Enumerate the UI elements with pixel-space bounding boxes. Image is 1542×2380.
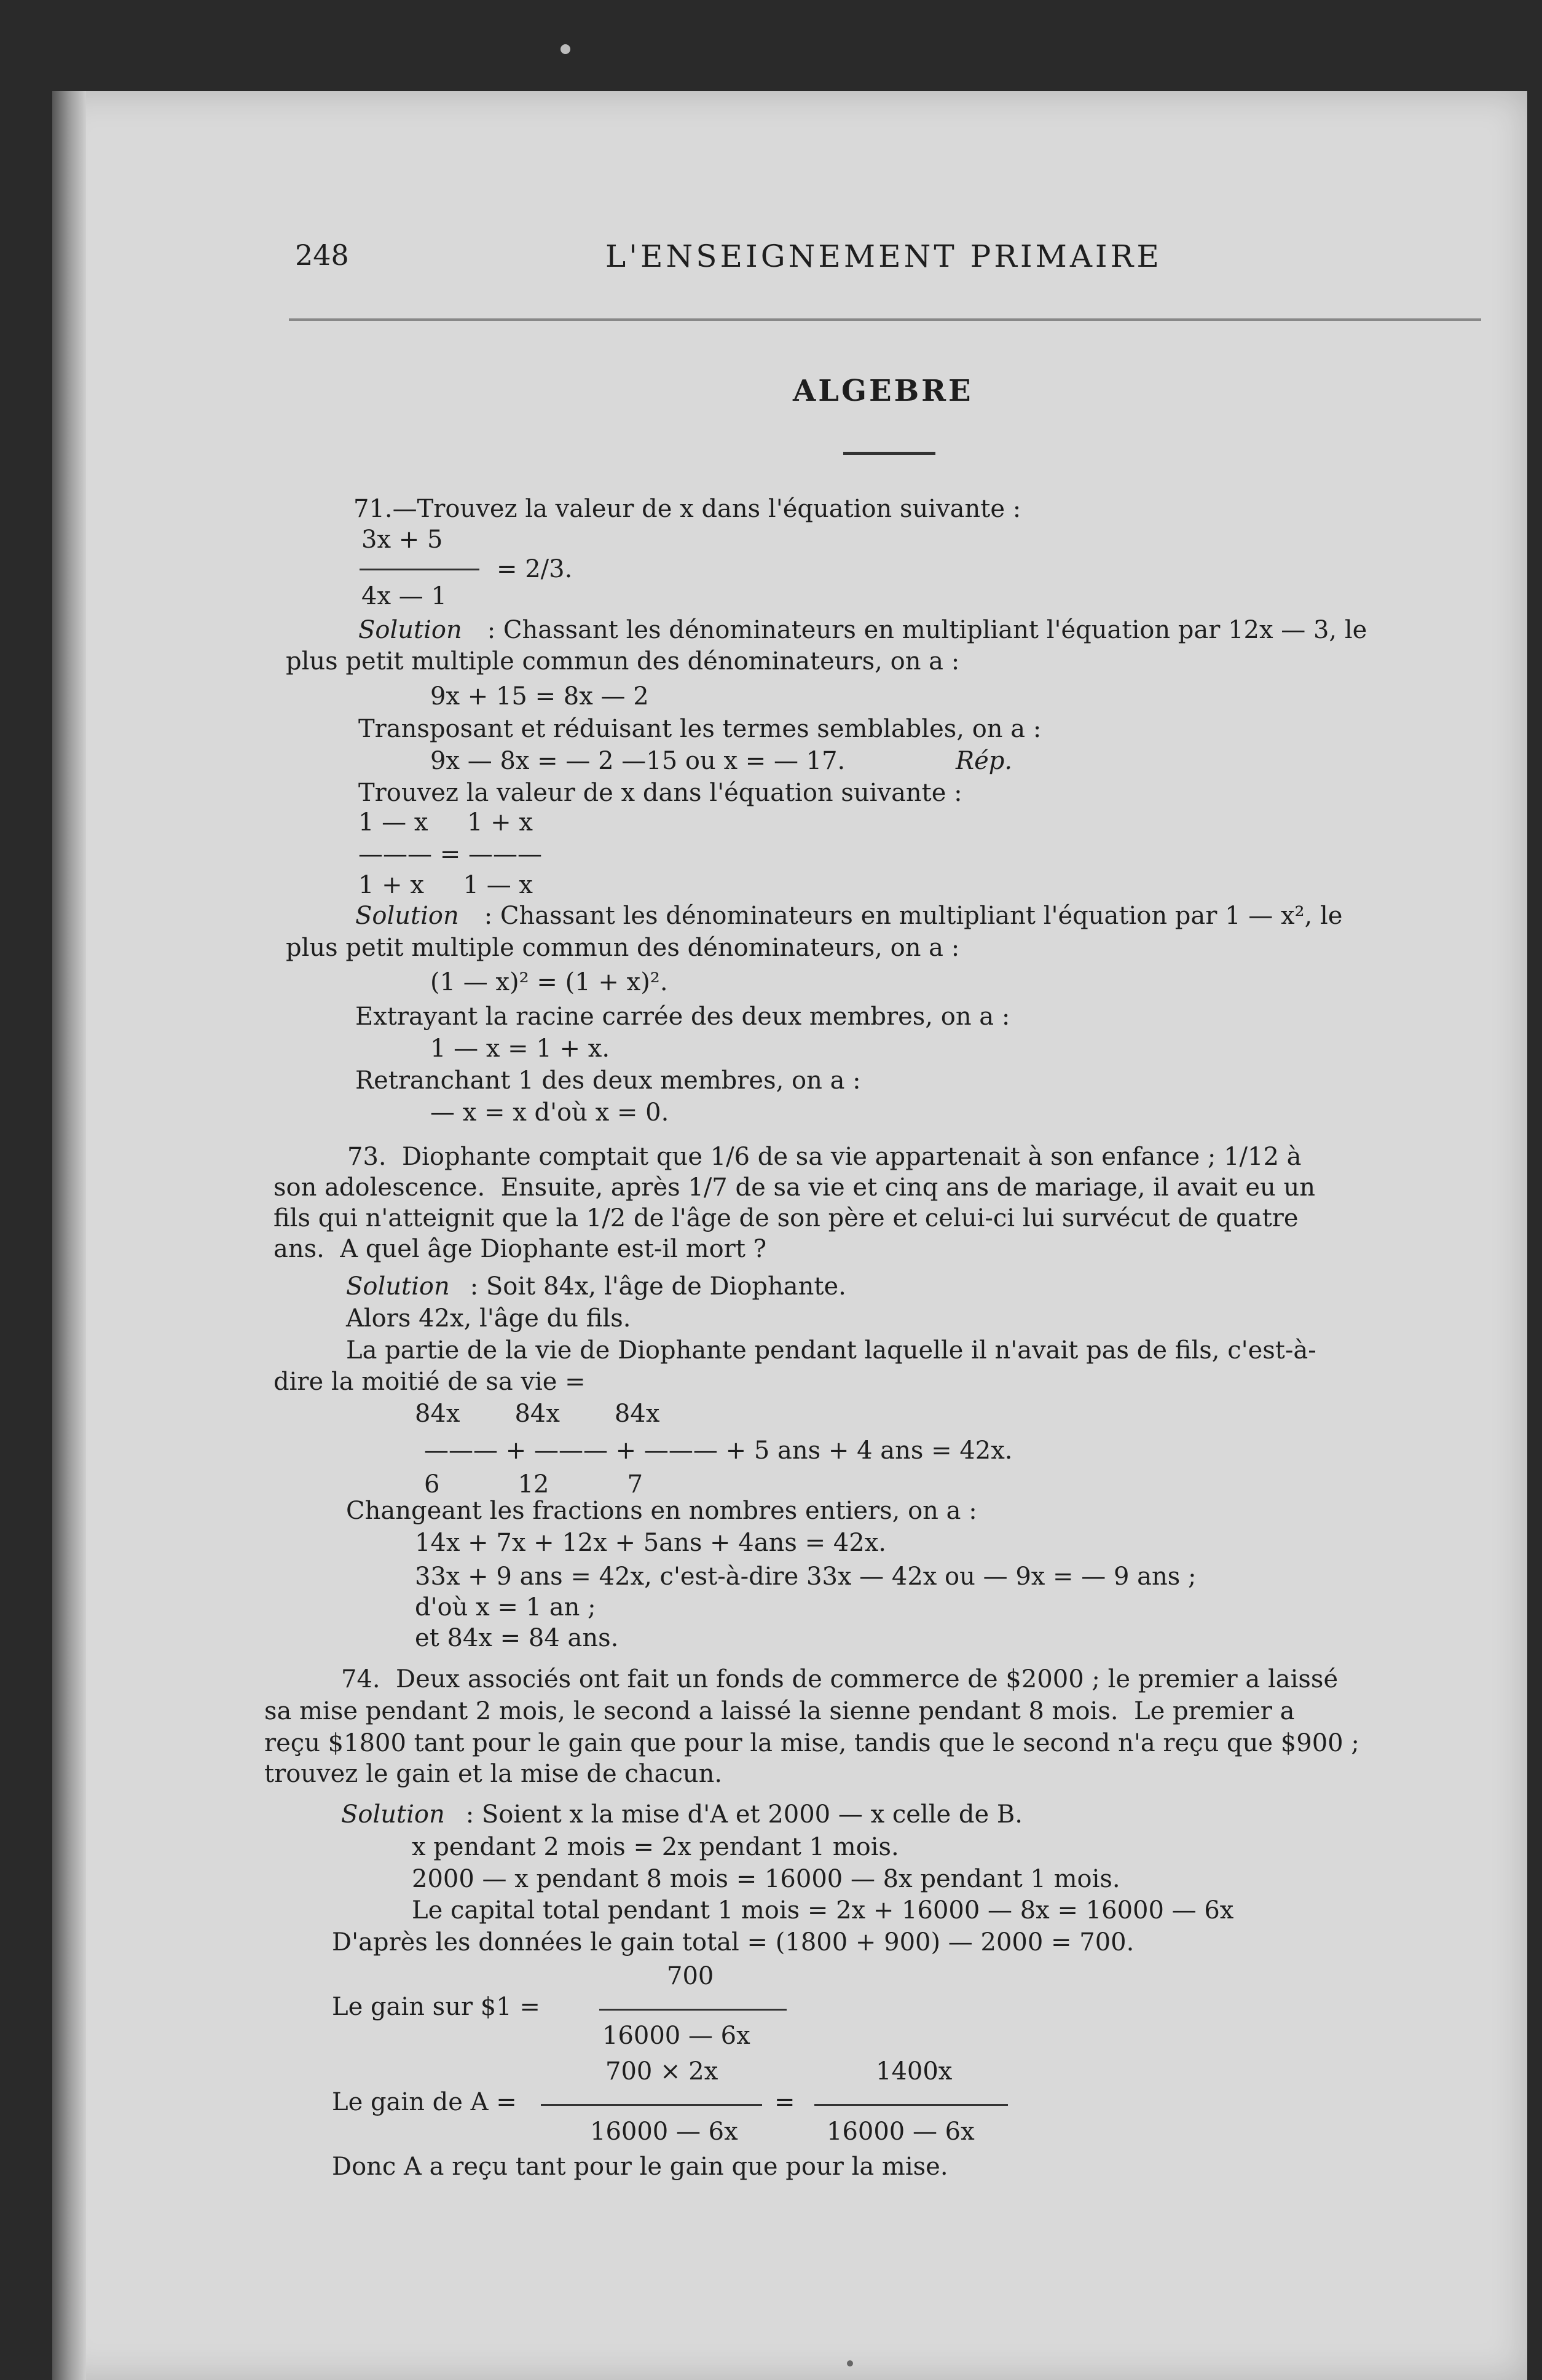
problem-73-text: son adolescence. Ensuite, après 1/7 de sa vie et cinq ans de mariage, il avait eu un <box>273 1173 1315 1202</box>
problem-74-text: trouvez le gain et la mise de chacun. <box>264 1760 723 1788</box>
solution-label: Solution <box>358 616 462 644</box>
solution-line: D'après les données le gain total = (1800 + 900) — 2000 = 700. <box>332 1928 1135 1956</box>
solution-line: Alors 42x, l'âge du fils. <box>346 1304 631 1333</box>
solution-line: : Chassant les dénominateurs en multipliant l'équation par 1 — x², le <box>476 902 1343 930</box>
fraction-numerator: 700 × 2x <box>605 2057 718 2086</box>
problem-74-text: reçu $1800 tant pour le gain que pour la mise, tandis que le second n'a reçu que $900 ; <box>264 1729 1359 1757</box>
scan-speck <box>561 44 570 54</box>
fraction-bar <box>599 2009 787 2011</box>
problem-73-text: ans. A quel âge Diophante est-il mort ? <box>273 1235 767 1263</box>
page-number: 248 <box>295 238 349 272</box>
solution-line: : Soit 84x, l'âge de Diophante. <box>462 1272 846 1301</box>
conclusion-line: Donc A a reçu tant pour le gain que pour la mise. <box>332 2153 948 2181</box>
solution-label: Solution <box>355 902 459 930</box>
fraction-equals: ——— = ——— <box>358 840 542 869</box>
equation-line: 14x + 7x + 12x + 5ans + 4ans = 42x. <box>415 1529 886 1557</box>
section-title: ALGEBRE <box>793 374 974 408</box>
gain-label: Le gain sur $1 = <box>332 1993 540 2021</box>
fraction-denominator: 16000 — 6x <box>827 2118 975 2146</box>
book-spine <box>52 91 86 2380</box>
equation-line: 33x + 9 ans = 42x, c'est-à-dire 33x — 42x ou — 9x = — 9 ans ; <box>415 1562 1197 1591</box>
fraction-numerator: 1 — x 1 + x <box>358 808 533 837</box>
fraction-bar <box>814 2104 1008 2106</box>
header-rule <box>289 318 1481 321</box>
problem-71-intro: 71.—Trouvez la valeur de x dans l'équation suivante : <box>353 495 1021 523</box>
running-title: L'ENSEIGNEMENT PRIMAIRE <box>605 238 1162 274</box>
solution-line: Retranchant 1 des deux membres, on a : <box>355 1066 861 1095</box>
equation-line: 9x + 15 = 8x — 2 <box>430 682 649 711</box>
title-rule <box>843 452 935 455</box>
fraction-equation: ——— + ——— + ——— + 5 ans + 4 ans = 42x. <box>424 1436 1013 1465</box>
fraction-denominators: 6 12 7 <box>424 1470 643 1499</box>
solution-label: Solution <box>346 1272 450 1301</box>
solution-line: Transposant et réduisant les termes semblables, on a : <box>358 715 1042 743</box>
equation-line: 9x — 8x = — 2 —15 ou x = — 17. <box>430 747 846 775</box>
fraction-equals: = 2/3. <box>497 555 573 583</box>
fraction-numerators: 84x 84x 84x <box>415 1400 660 1428</box>
fraction-denominator: 1 + x 1 — x <box>358 871 533 899</box>
equation-line: 1 — x = 1 + x. <box>430 1034 610 1063</box>
problem-73-text: fils qui n'atteignit que la 1/2 de l'âge de son père et celui-ci lui survécut de quatre <box>273 1204 1299 1232</box>
fraction-numerator: 3x + 5 <box>361 526 443 554</box>
solution-line: plus petit multiple commun des dénominateurs, on a : <box>286 934 960 962</box>
problem-74-text: 74. Deux associés ont fait un fonds de commerce de $2000 ; le premier a laissé <box>341 1665 1339 1693</box>
problem-73-text: 73. Diophante comptait que 1/6 de sa vie appartenait à son enfance ; 1/12 à <box>347 1143 1302 1171</box>
problem-74-text: sa mise pendant 2 mois, le second a laissé la sienne pendant 8 mois. Le premier a <box>264 1697 1295 1725</box>
fraction-numerator: 700 <box>667 1962 714 1990</box>
answer-abbrev: Rép. <box>956 747 1013 775</box>
equation-line: (1 — x)² = (1 + x)². <box>430 968 668 996</box>
fraction-denominator: 4x — 1 <box>361 582 447 610</box>
solution-line: dire la moitié de sa vie = <box>273 1368 586 1396</box>
equation-line: x pendant 2 mois = 2x pendant 1 mois. <box>412 1833 899 1861</box>
equation-line: 2000 — x pendant 8 mois = 16000 — 8x pendant 1 mois. <box>412 1865 1120 1893</box>
fraction-denominator: 16000 — 6x <box>602 2022 750 2050</box>
solution-label: Solution <box>341 1800 445 1829</box>
equation-line: et 84x = 84 ans. <box>415 1624 619 1652</box>
fraction-denominator: 16000 — 6x <box>590 2118 738 2146</box>
solution-line: plus petit multiple commun des dénominateurs, on a : <box>286 647 960 676</box>
equation-line: d'où x = 1 an ; <box>415 1593 596 1621</box>
solution-line: Changeant les fractions en nombres entiers, on a : <box>346 1497 977 1525</box>
problem-72-intro: Trouvez la valeur de x dans l'équation suivante : <box>358 779 962 807</box>
solution-line: La partie de la vie de Diophante pendant laquelle il n'avait pas de fils, c'est-à- <box>346 1336 1316 1365</box>
gain-label: Le gain de A = <box>332 2088 517 2116</box>
scan-speck <box>847 2360 853 2366</box>
fraction-bar <box>360 569 479 570</box>
fraction-bar <box>541 2104 762 2106</box>
equation-line: — x = x d'où x = 0. <box>430 1098 669 1127</box>
fraction-numerator: 1400x <box>876 2057 953 2086</box>
solution-line: Extrayant la racine carrée des deux membres, on a : <box>355 1003 1010 1031</box>
equation-line: Le capital total pendant 1 mois = 2x + 16000 — 8x = 16000 — 6x <box>412 1896 1234 1925</box>
equals-sign: = <box>774 2088 795 2116</box>
solution-line: : Soient x la mise d'A et 2000 — x celle de B. <box>458 1800 1023 1829</box>
solution-line: : Chassant les dénominateurs en multipliant l'équation par 12x — 3, le <box>479 616 1367 644</box>
